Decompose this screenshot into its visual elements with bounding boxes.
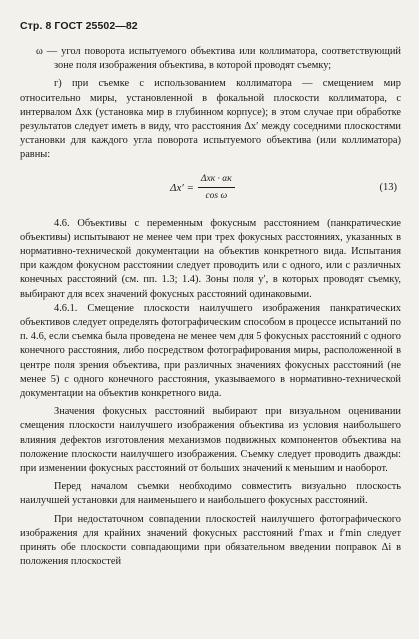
paragraph-before-shooting: Перед началом съемки необходимо совместить визуально плоскость наилучшей установки для наименьшего и наибольшего фокусных расстояний. (20, 481, 401, 507)
paragraph-item-g: г) при съемке с использованием коллиматора — смещением мир относительно миры, установленной в фокальной плоскости коллиматора, с интервалом Δxк (установка мир в глубинном корпусе); в этом случае при обработке результатов следует иметь в виду, что расстояния Δx′ между соседними плоскостями установки для каждого угла поворота испытуемого объектива (или коллиматора) равны: (20, 78, 401, 161)
formula-denominator: cos ω (205, 191, 228, 202)
formula-expression (170, 172, 235, 203)
document-body (20, 45, 401, 570)
paragraph-4-6: 4.6. Объективы с переменным фокусным расстоянием (панкратические объективы) испытывают не менее чем при трех фокусных расстояниях, указанных в нормативно-технической документации на объектив конкретного вида. Испытания при каждом фокусном расстоянии следует проводить или с одного, или с различных конечных расстояний (см. пп. 1.3; 1.4). Зоны поля y′, в которых проводят съемку, выбирают для всех значений фокусных расстояний одинаковыми. (20, 217, 401, 300)
formula-fraction (198, 172, 235, 203)
paragraph-omega-definition: ω — угол поворота испытуемого объектива или коллиматора, соответствующий зоне поля изображения объектива, в которой проводят съемку; (36, 46, 401, 72)
page-header: Стр. 8 ГОСТ 25502—82 (20, 20, 138, 32)
paragraph-insufficient-match: При недостаточном совпадении плоскостей наилучшего фотографического изображения для крайних значений фокусных расстояний f′max и f′min следует принять обе плоскости совпадающими при обязательном введении поправок Δi в положения плоскостей (20, 513, 401, 568)
formula-numerator: Δxк · αк (198, 172, 235, 188)
paragraph-4-6-1: 4.6.1. Смещение плоскости наилучшего изображения панкратических объективов следует определять фотографическим способом в процессе испытаний по п. 4.6, если съемка была проведена не менее чем для 5 фокусных расстояний с одного конечного расстояния, либо посредством фотографирования миры, расположенной в центре поля зрения объектива, при различных значениях фокусных расстояний (не менее 5) с одного конечного расстояния, указываемого в нормативно-технической документации на объектив конкретного вида. (20, 302, 401, 400)
formula-lhs: Δx′ = (170, 181, 194, 194)
formula-13 (20, 171, 401, 205)
formula-number: (13) (379, 181, 397, 193)
paragraph-focal-values: Значения фокусных расстояний выбирают при визуальном оценивании смещения плоскости наилучшего изображения объектива из условия наибольшего влияния дефектов изготовления механизмов подвижных компонентов объектива на положение плоскости наилучшего изображения. Съемку следует проводить дважды: при изменении фокусных расстояний от больших значений к меньшим и наоборот. (20, 406, 401, 475)
